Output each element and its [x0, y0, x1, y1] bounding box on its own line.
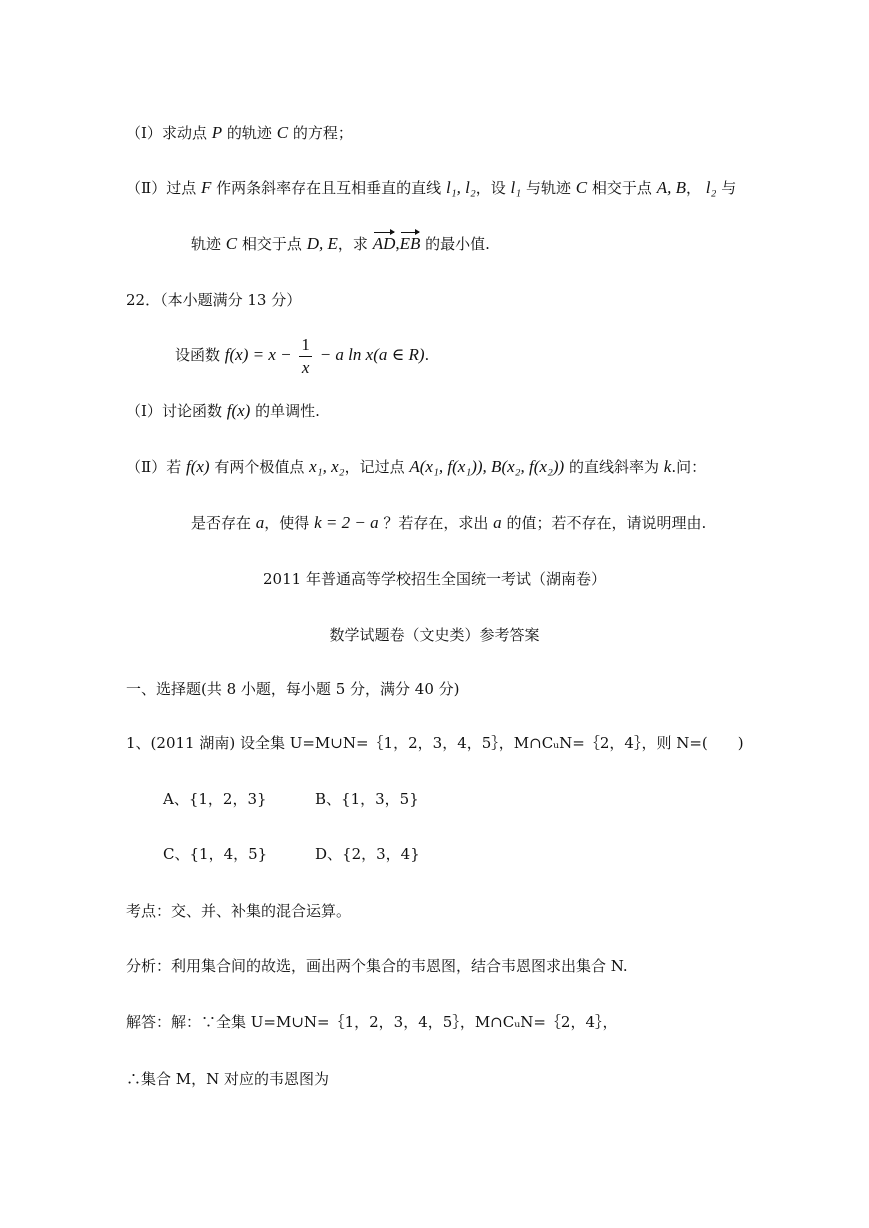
option-d: D、{2，3，4} [315, 845, 420, 863]
math-points: A(x₁, f(x₁)), B(x₂, f(x₂)) [409, 457, 565, 476]
math-a: a [493, 513, 502, 532]
math-C: C [575, 178, 588, 197]
text: ，设 [475, 179, 506, 197]
answers-title-1: 2011 年普通高等学校招生全国统一考试（湖南卷） [263, 570, 606, 588]
text: 的轨迹 [226, 124, 272, 142]
text: 作两条斜率存在且互相垂直的直线 [216, 179, 442, 197]
text: . [424, 346, 430, 364]
fraction-numerator: 1 [299, 334, 312, 357]
text: .问： [671, 458, 707, 476]
q22-part2-line1 [126, 456, 706, 478]
text: 求动点 [161, 124, 207, 142]
q21-part1 [126, 122, 353, 144]
math-fx: f(x) [226, 401, 251, 420]
fenxi: 分析：利用集合间的故选，画出两个集合的韦恩图，结合韦恩图求出集合 N. [126, 957, 628, 975]
math-l2: l₂ [705, 178, 717, 197]
math-a: a [255, 513, 265, 532]
text: ，使得 [264, 514, 310, 532]
text: 的值；若不存在，请说明理由. [506, 514, 707, 532]
text: 相交于点 [241, 235, 302, 253]
math-F: F [201, 178, 212, 197]
text: 的方程； [292, 124, 353, 142]
text: 过点 [166, 179, 197, 197]
text: ？若存在，求出 [383, 514, 489, 532]
part-number: （Ⅱ） [126, 458, 167, 476]
option-c: C、{1，4，5} [163, 845, 268, 863]
therefore-line: ∴集合 M，N 对应的韦恩图为 [126, 1070, 330, 1088]
text: 与轨迹 [525, 179, 571, 197]
math-AB: A, B [656, 178, 686, 197]
vector-AD: AD [372, 234, 396, 253]
text: 是否存在 [191, 514, 252, 532]
vector-EB: EB [399, 234, 421, 253]
math-lhs: f(x) = x − [224, 345, 292, 364]
part-number: （Ⅱ） [126, 179, 167, 197]
text: 有两个极值点 [214, 458, 305, 476]
math-l1l2: l₁, l₂ [445, 178, 476, 197]
math-x1x2: x₁, x₂ [309, 457, 345, 476]
text: ， [685, 179, 701, 197]
fraction [299, 334, 312, 379]
math-fx: f(x) [186, 457, 210, 476]
math-C: C [276, 123, 289, 142]
q21-part2-line2 [191, 233, 490, 255]
part-number: （Ⅰ） [126, 402, 162, 420]
text: 若 [166, 458, 182, 476]
text: ，记过点 [344, 458, 405, 476]
math-k: k [663, 457, 672, 476]
q22-part1 [126, 400, 320, 422]
option-a: A、{1，2，3} [163, 790, 267, 808]
text: 的最小值. [425, 235, 490, 253]
fraction-denominator: x [301, 357, 310, 377]
jieda: 解答：解：∵全集 U=M∪N=｛1，2，3，4，5｝，M∩CᵤN=｛2，4｝， [126, 1013, 618, 1031]
math-l1: l₁ [510, 178, 522, 197]
math-DE: D, E [306, 234, 338, 253]
q22-header: 22．（本小题满分 13 分） [126, 291, 302, 309]
math-C: C [225, 234, 238, 253]
q22-function [175, 333, 429, 379]
q22-part2-line2 [191, 512, 706, 534]
text: , [395, 234, 400, 253]
text: 的单调性. [255, 402, 320, 420]
math-P: P [211, 123, 223, 142]
math-equation: k = 2 − a [314, 513, 379, 532]
text: 设函数 [175, 346, 221, 364]
math-rhs: − a ln x(a ∈ R) [319, 345, 425, 364]
text: ，求 [337, 235, 368, 253]
part-number: （Ⅰ） [126, 124, 162, 142]
text: 讨论函数 [161, 402, 222, 420]
text: 的直线斜率为 [569, 458, 660, 476]
text: 与 [721, 179, 737, 197]
section-heading: 一、选择题(共 8 小题，每小题 5 分，满分 40 分) [126, 680, 460, 698]
text: 相交于点 [591, 179, 652, 197]
kaodian: 考点：交、并、补集的混合运算。 [126, 902, 352, 920]
answers-title-2: 数学试题卷（文史类）参考答案 [329, 626, 540, 644]
option-b: B、{1，3，5} [315, 790, 419, 808]
text: 轨迹 [191, 235, 222, 253]
question-1: 1、(2011 湖南) 设全集 U=M∪N=｛1，2，3，4，5｝，M∩CᵤN=｛2，4｝，则 N=( ) [126, 734, 744, 752]
q21-part2-line1 [126, 177, 736, 199]
